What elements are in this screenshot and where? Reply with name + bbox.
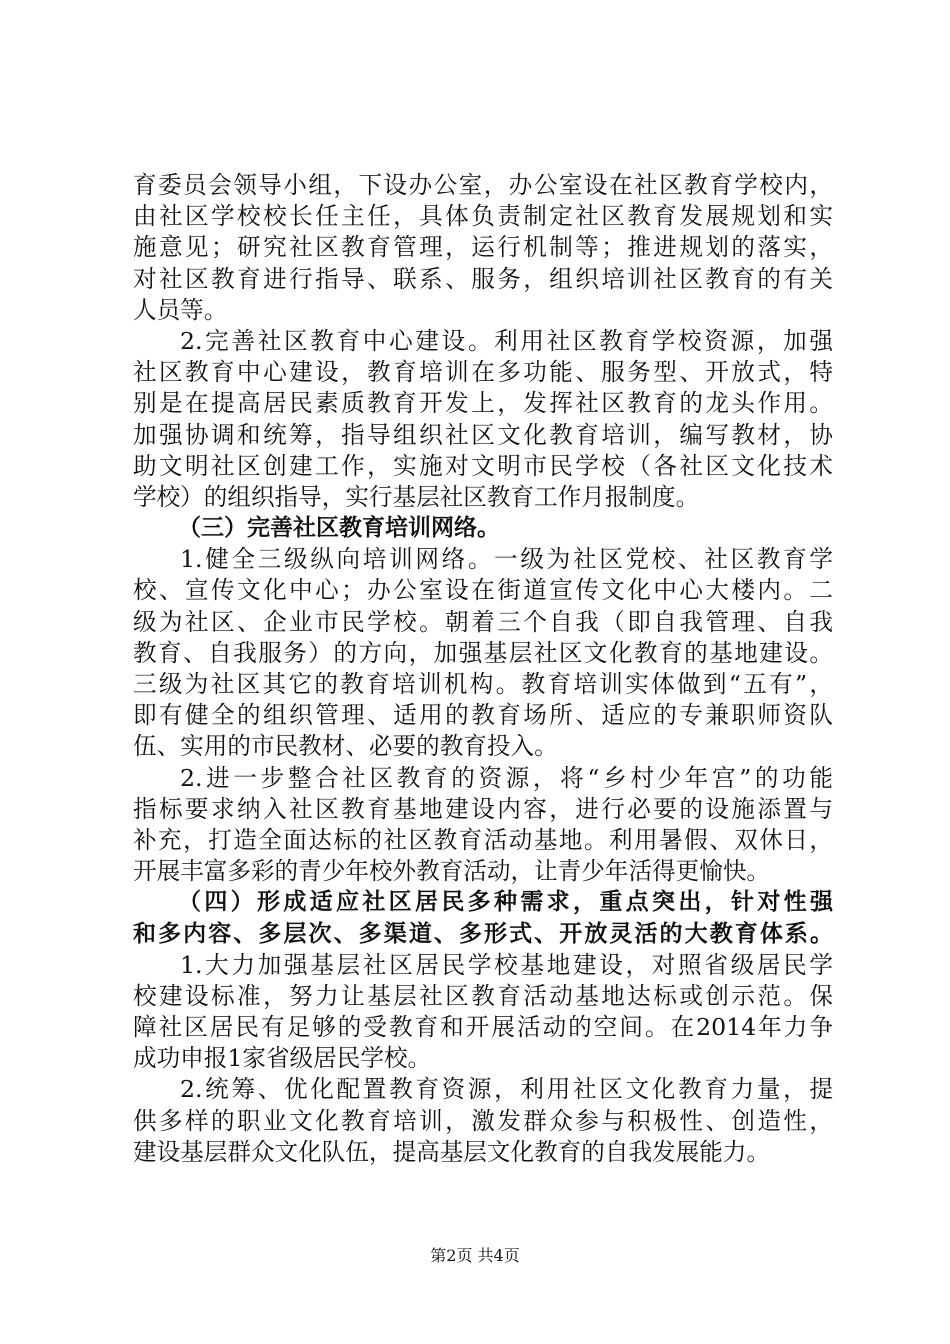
text-line: 三级为社区其它的教育培训机构。教育培训实体做到“五有”， (133, 670, 833, 698)
text-line: 1.健全三级纵向培训网络。一级为社区党校、社区教育学 (180, 545, 833, 574)
text-line: 对社区教育进行指导、联系、服务，组织培训社区教育的有关 (133, 264, 833, 293)
text-line: 2.统筹、优化配置教育资源，利用社区文化教育力量，提 (180, 1075, 833, 1104)
text-line: 教育、自我服务）的方向，加强基层社区文化教育的基地建设。 (133, 638, 833, 667)
text-line: 1.大力加强基层社区居民学校基地建设，对照省级居民学 (180, 950, 833, 979)
text-line: 助文明社区创建工作，实施对文明市民学校（各社区文化技术 (133, 451, 833, 480)
text-line: 由社区学校校长任主任，具体负责制定社区教育发展规划和实 (133, 202, 833, 231)
text-line: 2.进一步整合社区教育的资源，将“乡村少年宫”的功能 (180, 763, 833, 792)
section-heading: 和多内容、多层次、多渠道、多形式、开放灵活的大教育体系。 (133, 920, 833, 947)
text-line: 级为社区、企业市民学校。朝着三个自我（即自我管理、自我 (133, 607, 833, 636)
text-line: 障社区居民有足够的受教育和开展活动的空间。在2014年力争 (133, 1013, 833, 1042)
text-line: 社区教育中心建设，教育培训在多功能、服务型、开放式，特 (133, 358, 833, 387)
text-line: 施意见；研究社区教育管理，运行机制等；推进规划的落实， (133, 233, 833, 262)
text-line: 补充，打造全面达标的社区教育活动基地。利用暑假、双休日， (133, 825, 833, 854)
section-heading: （四）形成适应社区居民多种需求，重点突出，针对性强 (178, 889, 833, 916)
text-line: 开展丰富多彩的青少年校外教育活动，让青少年活得更愉快。 (133, 857, 771, 886)
text-line: 指标要求纳入社区教育基地建设内容，进行必要的设施添置与 (133, 794, 833, 823)
text-line: 育委员会领导小组，下设办公室，办公室设在社区教育学校内， (133, 171, 833, 199)
text-line: 人员等。 (133, 295, 228, 324)
document-body (133, 170, 833, 1168)
text-line: 即有健全的组织管理、适用的教育场所、适应的专兼职师资队 (133, 701, 833, 730)
text-line: 校建设标准，努力让基层社区教育活动基地达标或创示范。保 (133, 981, 833, 1010)
text-line: 建设基层群众文化队伍，提高基层文化教育的自我发展能力。 (133, 1137, 771, 1166)
page-footer: 第2页 共4页 (430, 1246, 520, 1265)
text-line: 别是在提高居民素质教育开发上，发挥社区教育的龙头作用。 (133, 389, 833, 418)
text-line: 2.完善社区教育中心建设。利用社区教育学校资源，加强 (180, 326, 833, 355)
text-line: 加强协调和统筹，指导组织社区文化教育培训，编写教材，协 (133, 420, 833, 449)
text-line: 校、宣传文化中心；办公室设在街道宣传文化中心大楼内。二 (133, 576, 833, 605)
text-line: 学校）的组织指导，实行基层社区教育工作月报制度。 (133, 482, 700, 511)
section-heading: （三）完善社区教育培训网络。 (178, 515, 500, 542)
text-line: 伍、实用的市民教材、必要的教育投入。 (133, 732, 558, 761)
text-line: 供多样的职业文化教育培训，激发群众参与积极性、创造性， (133, 1106, 833, 1135)
text-line: 成功申报1家省级居民学校。 (133, 1044, 432, 1073)
